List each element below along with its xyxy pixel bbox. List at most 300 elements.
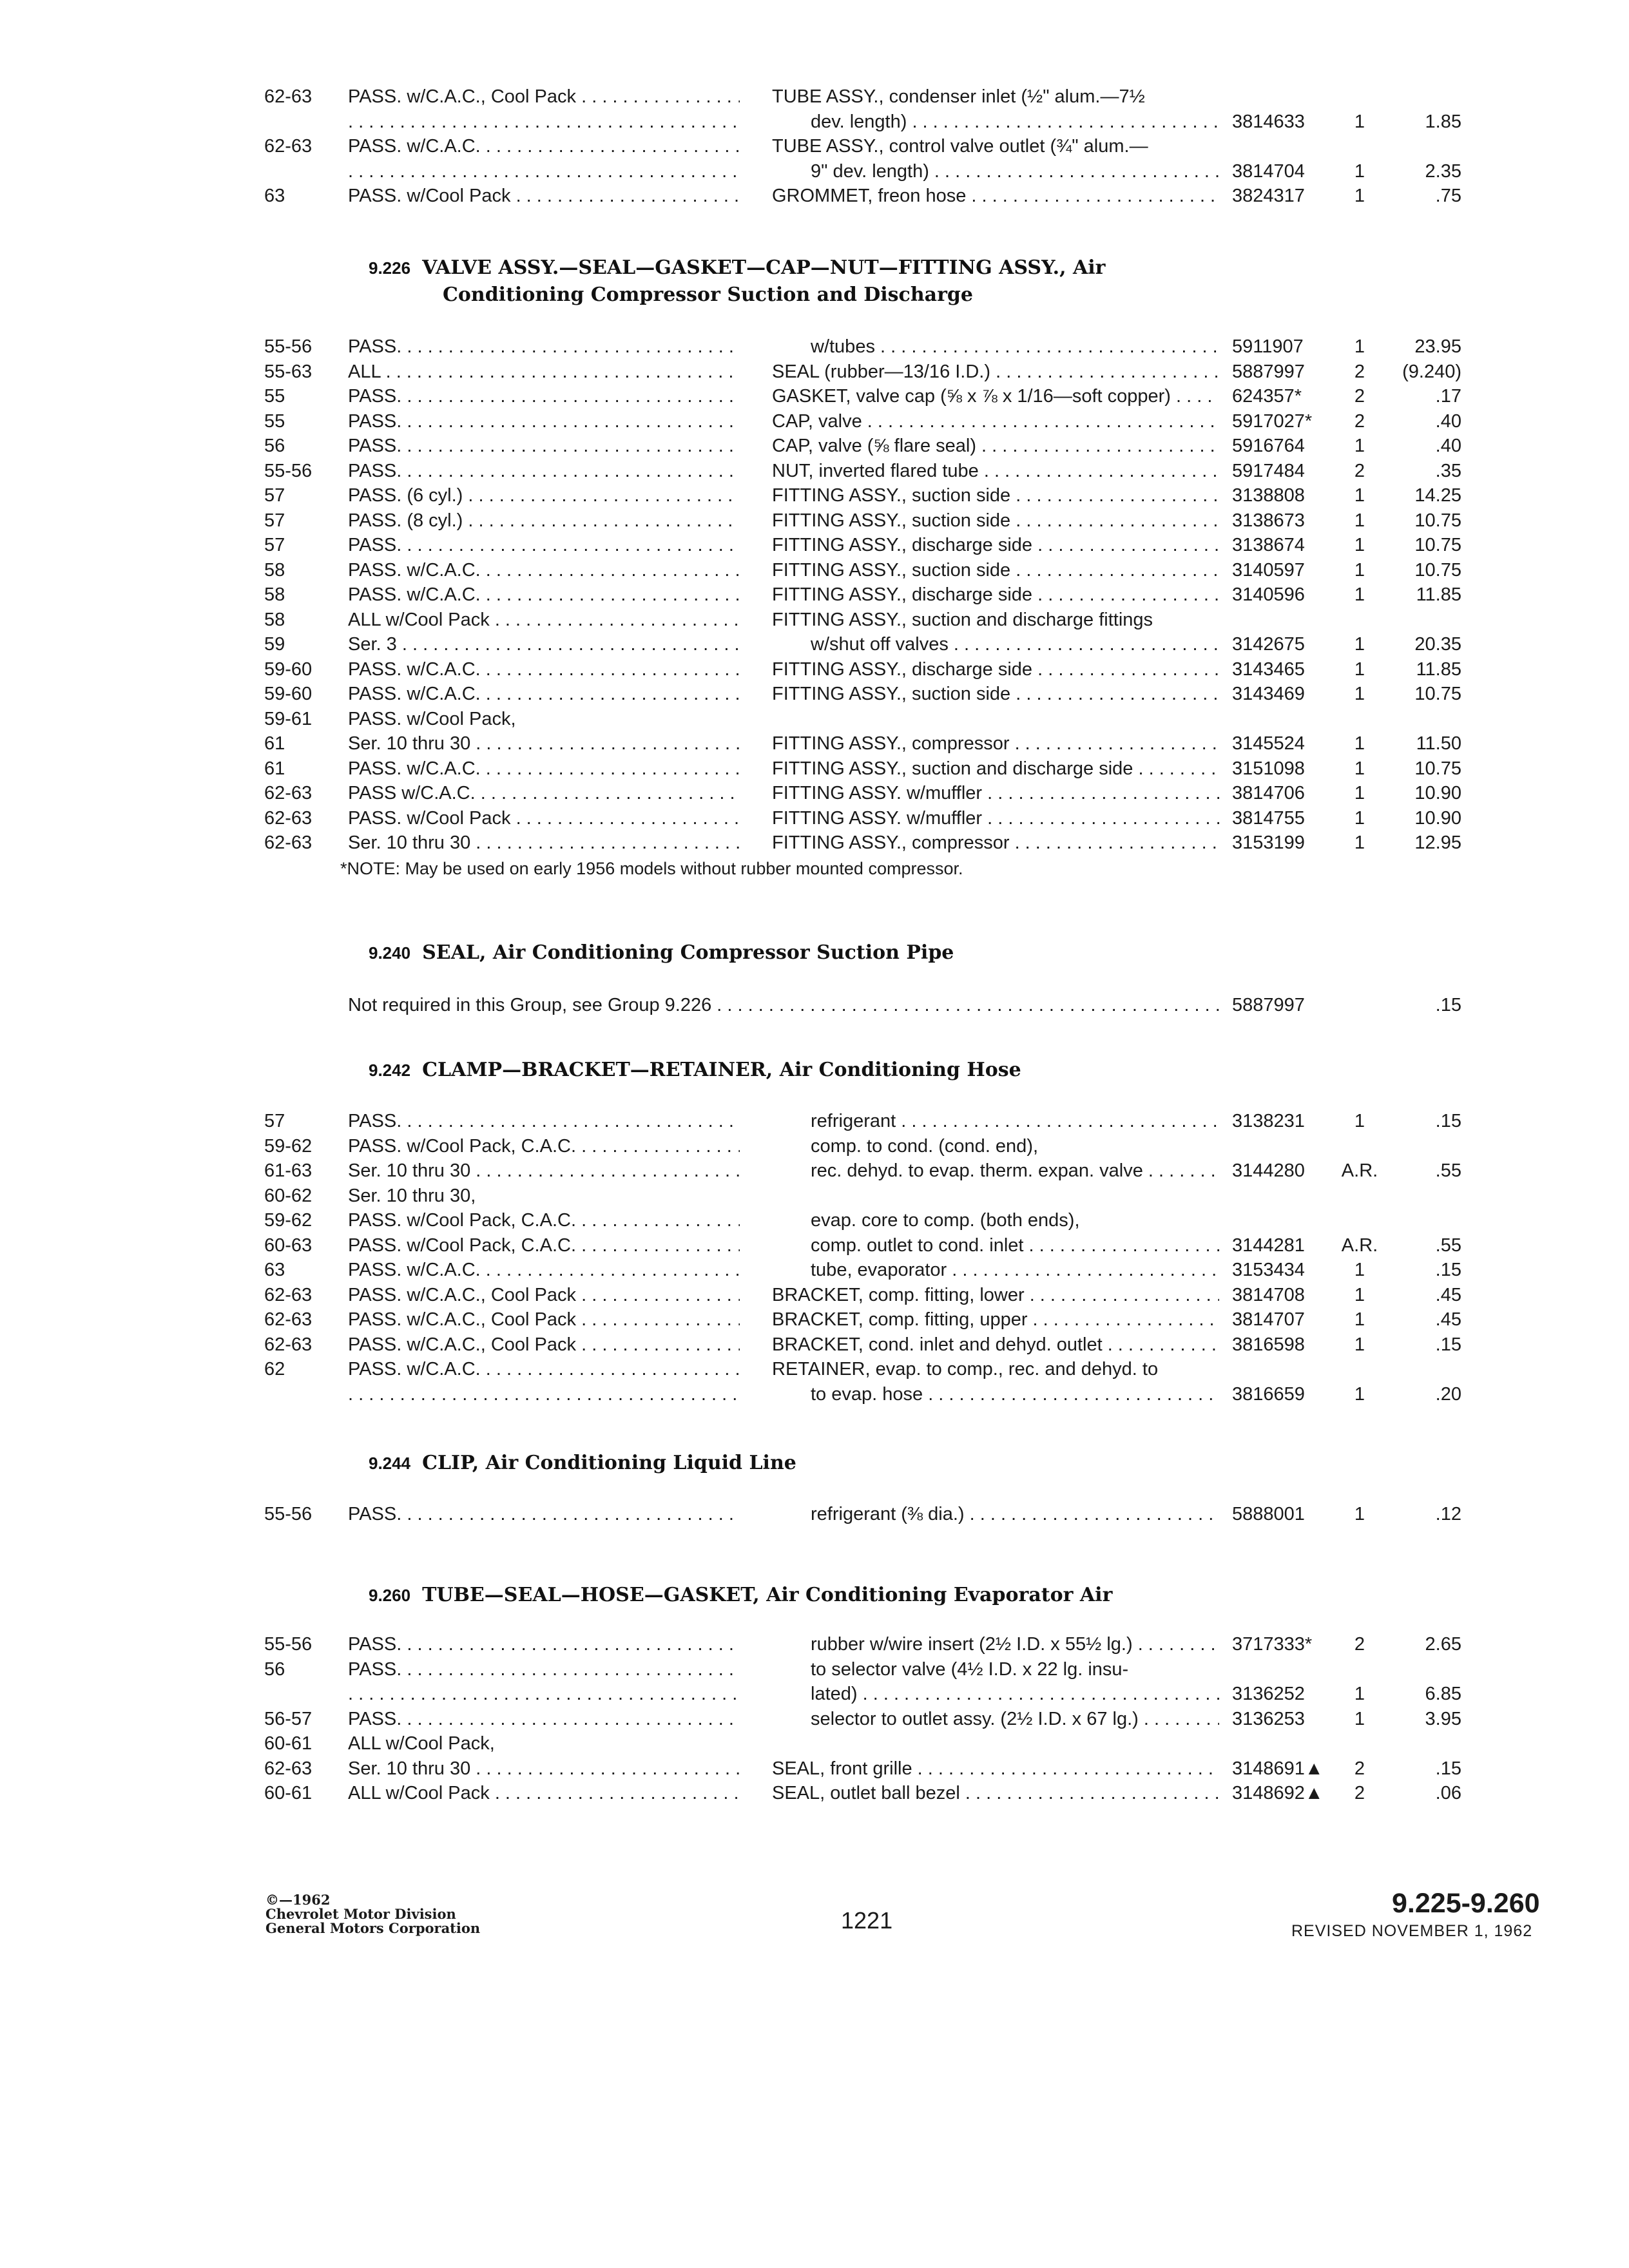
list-price: (9.240) — [1402, 361, 1461, 382]
part-description: NUT, inverted flared tube . . . — [772, 458, 1219, 484]
model-year: 63 — [264, 1260, 285, 1280]
parts-row — [0, 1731, 1629, 1756]
part-description: SEAL, outlet ball bezel . . . — [772, 1780, 1219, 1806]
parts-row — [0, 1207, 1629, 1233]
parts-row — [0, 84, 1629, 110]
parts-row — [0, 631, 1629, 657]
list-price: 6.85 — [1425, 1684, 1461, 1704]
model-year: 55-56 — [264, 460, 313, 481]
part-description: TUBE ASSY., control valve outlet (¾" alum.— — [772, 136, 1148, 157]
part-number: 3153199 — [1232, 832, 1305, 853]
quantity: 2 — [1354, 460, 1365, 481]
part-description: lated) . . . — [811, 1681, 1219, 1707]
quantity: 2 — [1354, 410, 1365, 432]
model-application: PASS. w/C.A.C. . . . — [348, 756, 740, 782]
list-price: 11.85 — [1416, 584, 1461, 605]
part-number: 3136252 — [1232, 1684, 1305, 1704]
part-number: 3814706 — [1232, 783, 1305, 803]
parts-row — [0, 1108, 1629, 1134]
quantity: 1 — [1354, 160, 1365, 182]
part-number: 3816598 — [1232, 1334, 1305, 1355]
part-description: SEAL (rubber—13/16 I.D.) . . . — [772, 359, 1219, 385]
model-application: PASS. w/C.A.C., Cool Pack . . . — [348, 1307, 740, 1332]
list-price: 10.75 — [1414, 510, 1461, 531]
section-heading — [369, 1057, 1021, 1084]
model-application: PASS. . . . — [348, 1501, 740, 1527]
part-number: 3145524 — [1232, 733, 1305, 754]
list-price: .06 — [1435, 1783, 1461, 1803]
part-description: FITTING ASSY., suction and discharge side . . . — [772, 756, 1219, 782]
quantity: 1 — [1354, 584, 1365, 605]
part-description: w/shut off valves . . . — [811, 631, 1219, 657]
part-description: tube, evaporator . . . — [811, 1257, 1219, 1283]
part-number: 5888001 — [1232, 1504, 1305, 1524]
list-price: .45 — [1435, 1309, 1461, 1330]
model-year: 59 — [264, 634, 285, 655]
part-description: RETAINER, evap. to comp., rec. and dehyd. to — [772, 1359, 1159, 1379]
part-number: 5911907 — [1232, 336, 1304, 357]
list-price: .17 — [1435, 386, 1461, 407]
section-title: SEAL, Air Conditioning Compressor Suction Pipe — [422, 941, 954, 964]
section-heading — [369, 255, 1105, 309]
part-number: 3136253 — [1232, 1708, 1305, 1729]
parts-row — [0, 1307, 1629, 1332]
parts-row — [0, 657, 1629, 682]
parts-row — [0, 557, 1629, 583]
model-application: PASS. w/Cool Pack, C.A.C. . . . — [348, 1207, 740, 1233]
model-application — [348, 1381, 740, 1407]
quantity: 1 — [1354, 1334, 1365, 1355]
part-description: GROMMET, freon hose . . . — [772, 183, 1219, 209]
model-year: 57 — [264, 485, 285, 506]
model-year: 62-63 — [264, 807, 313, 829]
model-application: PASS. (6 cyl.) . . . — [348, 483, 740, 508]
copyright: ©—1962 — [265, 1892, 331, 1908]
parts-row — [0, 756, 1629, 782]
reference-text: Not required in this Group, see Group 9.226 . . . — [348, 992, 1219, 1018]
quantity: 1 — [1354, 634, 1365, 655]
parts-row — [0, 1756, 1629, 1782]
parts-row — [0, 780, 1629, 806]
page-number: 1221 — [841, 1907, 893, 1934]
model-application: PASS. w/C.A.C., Cool Pack . . . — [348, 84, 740, 110]
model-year: 59-60 — [264, 658, 313, 680]
quantity: 1 — [1354, 658, 1365, 680]
model-application: PASS. w/C.A.C., Cool Pack . . . — [348, 1282, 740, 1308]
parts-row — [0, 183, 1629, 209]
model-application: PASS. (8 cyl.) . . . — [348, 508, 740, 533]
model-application: PASS. . . . — [348, 408, 740, 434]
model-application: PASS. . . . — [348, 1631, 740, 1657]
model-application: PASS. w/C.A.C. . . . — [348, 1257, 740, 1283]
list-price: 1.85 — [1425, 111, 1461, 132]
model-application: PASS. w/Cool Pack . . . — [348, 805, 740, 831]
model-application: PASS. . . . — [348, 433, 740, 459]
parts-row — [0, 1780, 1629, 1806]
parts-row — [0, 1133, 1629, 1159]
part-description: FITTING ASSY., suction side . . . — [772, 508, 1219, 533]
part-number: 3717333* — [1232, 1634, 1313, 1655]
model-application: Ser. 10 thru 30 . . . — [348, 1756, 740, 1782]
quantity: 1 — [1354, 758, 1365, 779]
section-number: 9.242 — [369, 1061, 411, 1080]
list-price: 11.50 — [1416, 733, 1461, 754]
list-price: .75 — [1435, 186, 1461, 206]
quantity: 1 — [1354, 1708, 1365, 1729]
list-price: 12.95 — [1414, 832, 1461, 853]
list-price: .12 — [1435, 1504, 1461, 1524]
parts-row — [0, 731, 1629, 756]
parts-row — [0, 582, 1629, 608]
list-price: .20 — [1435, 1383, 1461, 1405]
list-price: 10.90 — [1414, 783, 1461, 803]
quantity: 1 — [1354, 535, 1365, 555]
section-title: CLAMP—BRACKET—RETAINER, Air Conditioning Hose — [422, 1059, 1021, 1081]
part-number: 5917027* — [1232, 410, 1313, 432]
model-application: Ser. 10 thru 30 . . . — [348, 731, 740, 756]
part-number: 3814755 — [1232, 807, 1305, 829]
model-application: Ser. 10 thru 30 . . . — [348, 830, 740, 856]
part-number: 624357* — [1232, 386, 1302, 407]
list-price: .45 — [1435, 1284, 1461, 1305]
quantity: 1 — [1354, 807, 1365, 829]
quantity: 2 — [1354, 386, 1365, 407]
model-application: PASS. w/Cool Pack, C.A.C. . . . — [348, 1233, 740, 1258]
quantity: 1 — [1354, 186, 1365, 206]
model-application: PASS. w/Cool Pack, — [348, 708, 516, 729]
model-application — [348, 109, 740, 135]
quantity: 2 — [1354, 1758, 1365, 1779]
quantity: 1 — [1354, 1260, 1365, 1280]
parts-row — [0, 508, 1629, 533]
section-title: TUBE—SEAL—HOSE—GASKET, Air Conditioning Evaporator Air — [422, 1584, 1113, 1606]
parts-row — [0, 1381, 1629, 1407]
part-description: FITTING ASSY., suction side . . . — [772, 681, 1219, 707]
list-price: 10.75 — [1414, 535, 1461, 555]
parts-row — [0, 1706, 1629, 1732]
model-application: Ser. 3 . . . — [348, 631, 740, 657]
model-application — [348, 159, 740, 184]
quantity: 2 — [1354, 361, 1365, 382]
model-year: 60-61 — [264, 1783, 313, 1803]
quantity: 1 — [1354, 684, 1365, 704]
model-year: 62-63 — [264, 783, 313, 803]
parts-row — [0, 1257, 1629, 1283]
list-price: .35 — [1435, 460, 1461, 481]
section-title: CLIP, Air Conditioning Liquid Line — [422, 1452, 796, 1474]
list-price: 3.95 — [1425, 1708, 1461, 1729]
model-year: 55-56 — [264, 1504, 313, 1524]
parts-row — [0, 1282, 1629, 1308]
list-price: 20.35 — [1414, 634, 1461, 655]
part-description: to selector valve (4½ I.D. x 22 lg. insu- — [811, 1658, 1129, 1680]
part-description: GASKET, valve cap (⅝ x ⅞ x 1/16—soft copper) . . . — [772, 383, 1219, 409]
model-application: PASS. . . . — [348, 383, 740, 409]
part-number: 3143465 — [1232, 658, 1305, 680]
quantity: 1 — [1354, 1111, 1365, 1131]
corporation: General Motors Corporation — [265, 1920, 481, 1936]
model-application: PASS. . . . — [348, 1108, 740, 1134]
model-year: 56 — [264, 1658, 285, 1680]
list-price: .40 — [1435, 436, 1461, 456]
model-application: PASS. . . . — [348, 532, 740, 558]
list-price: .55 — [1435, 1235, 1461, 1256]
parts-row — [0, 383, 1629, 409]
parts-row — [0, 1631, 1629, 1657]
model-year: 59-61 — [264, 708, 313, 729]
quantity: 1 — [1354, 336, 1365, 357]
parts-row — [0, 1657, 1629, 1682]
model-year: 60-62 — [264, 1185, 313, 1206]
list-price: .40 — [1435, 410, 1461, 432]
model-year: 62-63 — [264, 86, 313, 107]
model-year: 63 — [264, 186, 285, 206]
section-number: 9.226 — [369, 258, 411, 278]
part-description: SEAL, front grille . . . — [772, 1756, 1219, 1782]
model-application: PASS. . . . — [348, 1706, 740, 1732]
list-price: 10.75 — [1414, 684, 1461, 704]
model-year: 60-63 — [264, 1235, 313, 1256]
quantity: 1 — [1354, 1383, 1365, 1405]
part-number: 3144280 — [1232, 1160, 1305, 1181]
part-description: rec. dehyd. to evap. therm. expan. valve . . . — [811, 1158, 1219, 1184]
part-description: FITTING ASSY. w/muffler . . . — [772, 780, 1219, 806]
group-range: 9.225-9.260 — [1392, 1888, 1540, 1919]
part-description: refrigerant . . . — [811, 1108, 1219, 1134]
part-description: refrigerant (⅜ dia.) . . . — [811, 1501, 1219, 1527]
quantity: 1 — [1354, 783, 1365, 803]
quantity: 1 — [1354, 510, 1365, 531]
model-year: 55 — [264, 410, 285, 432]
model-application: PASS. w/C.A.C. . . . — [348, 1356, 740, 1382]
part-description: CAP, valve . . . — [772, 408, 1219, 434]
part-number: 3814708 — [1232, 1284, 1305, 1305]
list-price: 10.75 — [1414, 758, 1461, 779]
parts-row — [0, 159, 1629, 184]
parts-row — [0, 133, 1629, 159]
quantity: 1 — [1354, 733, 1365, 754]
quantity: 1 — [1354, 1504, 1365, 1524]
model-year: 62-63 — [264, 1758, 313, 1779]
parts-row — [0, 992, 1629, 1018]
model-application: PASS. . . . — [348, 458, 740, 484]
part-number: 3814707 — [1232, 1309, 1305, 1330]
part-description: FITTING ASSY., compressor . . . — [772, 731, 1219, 756]
quantity: 1 — [1354, 832, 1365, 853]
model-year: 55 — [264, 386, 285, 407]
model-year: 55-56 — [264, 336, 313, 357]
model-year: 58 — [264, 559, 285, 581]
parts-row — [0, 408, 1629, 434]
part-description: to evap. hose . . . — [811, 1381, 1219, 1407]
quantity: A.R. — [1341, 1160, 1378, 1181]
list-price: .15 — [1435, 1758, 1461, 1779]
part-description: FITTING ASSY., discharge side . . . — [772, 532, 1219, 558]
parts-row — [0, 458, 1629, 484]
model-year: 57 — [264, 535, 285, 555]
model-year: 62-63 — [264, 1334, 313, 1355]
model-year: 56-57 — [264, 1708, 313, 1729]
part-number: 3148691▲ — [1232, 1758, 1324, 1779]
parts-row — [0, 830, 1629, 856]
parts-row — [0, 1356, 1629, 1382]
part-description: FITTING ASSY., discharge side . . . — [772, 582, 1219, 608]
model-year: 58 — [264, 609, 285, 630]
part-description: comp. outlet to cond. inlet . . . — [811, 1233, 1219, 1258]
model-application: PASS. . . . — [348, 334, 740, 360]
model-application: PASS. w/Cool Pack, C.A.C. . . . — [348, 1133, 740, 1159]
list-price: 11.85 — [1416, 658, 1461, 680]
model-application: PASS. . . . — [348, 1657, 740, 1682]
model-year: 62-63 — [264, 832, 313, 853]
part-number: 3153434 — [1232, 1260, 1305, 1280]
part-description: 9" dev. length) . . . — [811, 159, 1219, 184]
part-description: CAP, valve (⅝ flare seal) . . . — [772, 433, 1219, 459]
model-year: 57 — [264, 510, 285, 531]
part-number: 3140596 — [1232, 584, 1305, 605]
section-note: *NOTE: May be used on early 1956 models without rubber mounted compressor. — [340, 859, 963, 878]
parts-row — [0, 1183, 1629, 1209]
section-heading — [369, 1450, 796, 1477]
quantity: 1 — [1354, 436, 1365, 456]
part-description: FITTING ASSY., suction and discharge fittings — [772, 609, 1153, 630]
quantity: 2 — [1354, 1634, 1365, 1655]
model-application: PASS. w/C.A.C. . . . — [348, 582, 740, 608]
model-application: PASS. w/C.A.C. . . . — [348, 681, 740, 707]
section-title-continued: Conditioning Compressor Suction and Discharge — [443, 284, 973, 306]
model-application: ALL w/Cool Pack . . . — [348, 1780, 740, 1806]
list-price: .15 — [1435, 1334, 1461, 1355]
model-application — [348, 1681, 740, 1707]
section-heading — [369, 1582, 1112, 1609]
model-year: 60-61 — [264, 1733, 313, 1754]
part-number: 5916764 — [1232, 436, 1305, 456]
part-number: 3138231 — [1232, 1111, 1305, 1131]
part-description: selector to outlet assy. (2½ I.D. x 67 lg.) . . . — [811, 1706, 1219, 1732]
part-number: 3143469 — [1232, 684, 1305, 704]
parts-row — [0, 359, 1629, 385]
model-application: ALL w/Cool Pack . . . — [348, 607, 740, 633]
part-number: 5917484 — [1232, 460, 1305, 481]
model-application: ALL . . . — [348, 359, 740, 385]
part-description: w/tubes . . . — [811, 334, 1219, 360]
part-number: 3824317 — [1232, 186, 1305, 206]
model-application: PASS. w/C.A.C. . . . — [348, 657, 740, 682]
model-year: 61 — [264, 758, 285, 779]
part-number: 3138674 — [1232, 535, 1305, 555]
model-application: ALL w/Cool Pack, — [348, 1733, 495, 1754]
quantity: 2 — [1354, 1783, 1365, 1803]
part-number: 3144281 — [1232, 1235, 1305, 1256]
list-price: .55 — [1435, 1160, 1461, 1181]
quantity: 1 — [1354, 485, 1365, 506]
quantity: 1 — [1354, 111, 1365, 132]
model-year: 62 — [264, 1359, 285, 1379]
part-description: FITTING ASSY., suction side . . . — [772, 483, 1219, 508]
list-price: .15 — [1435, 995, 1461, 1015]
part-number: 3814704 — [1232, 160, 1305, 182]
part-number: 3148692▲ — [1232, 1783, 1324, 1803]
section-title: VALVE ASSY.—SEAL—GASKET—CAP—NUT—FITTING ASSY., Air — [422, 256, 1106, 279]
model-year: 61 — [264, 733, 285, 754]
parts-row — [0, 1681, 1629, 1707]
part-description: FITTING ASSY., compressor . . . — [772, 830, 1219, 856]
list-price: 2.65 — [1425, 1634, 1461, 1655]
model-year: 55-63 — [264, 361, 313, 382]
division: Chevrolet Motor Division — [265, 1906, 456, 1922]
model-year: 56 — [264, 436, 285, 456]
quantity: A.R. — [1341, 1235, 1378, 1256]
part-description: evap. core to comp. (both ends), — [811, 1210, 1080, 1231]
part-number: 5887997 — [1232, 995, 1305, 1015]
parts-row — [0, 805, 1629, 831]
part-description: FITTING ASSY. w/muffler . . . — [772, 805, 1219, 831]
parts-row — [0, 1332, 1629, 1358]
part-description: rubber w/wire insert (2½ I.D. x 55½ lg.) . . . — [811, 1631, 1219, 1657]
model-year: 62-63 — [264, 1284, 313, 1305]
part-number: 3138673 — [1232, 510, 1305, 531]
part-description: BRACKET, comp. fitting, lower . . . — [772, 1282, 1219, 1308]
model-year: 58 — [264, 584, 285, 605]
model-year: 55-56 — [264, 1634, 313, 1655]
model-application: PASS. w/C.A.C., Cool Pack . . . — [348, 1332, 740, 1358]
parts-row — [0, 681, 1629, 707]
model-application: Ser. 10 thru 30 . . . — [348, 1158, 740, 1184]
section-number: 9.260 — [369, 1586, 411, 1605]
part-number: 3140597 — [1232, 559, 1305, 581]
parts-row — [0, 1233, 1629, 1258]
parts-row — [0, 109, 1629, 135]
section-number: 9.244 — [369, 1454, 411, 1473]
part-description: BRACKET, comp. fitting, upper . . . — [772, 1307, 1219, 1332]
model-application: PASS w/C.A.C. . . . — [348, 780, 740, 806]
parts-row — [0, 1501, 1629, 1527]
section-heading — [369, 939, 954, 966]
list-price: 10.75 — [1414, 559, 1461, 581]
model-application: PASS. w/C.A.C. . . . — [348, 133, 740, 159]
part-description: BRACKET, cond. inlet and dehyd. outlet . . . — [772, 1332, 1219, 1358]
part-number: 3814633 — [1232, 111, 1305, 132]
list-price: 2.35 — [1425, 160, 1461, 182]
parts-row — [0, 334, 1629, 360]
model-year: 57 — [264, 1111, 285, 1131]
list-price: .15 — [1435, 1111, 1461, 1131]
part-number: 3142675 — [1232, 634, 1305, 655]
part-number: 5887997 — [1232, 361, 1305, 382]
part-number: 3138808 — [1232, 485, 1305, 506]
model-year: 59-60 — [264, 684, 313, 704]
model-year: 59-62 — [264, 1210, 313, 1231]
model-year: 61-63 — [264, 1160, 313, 1181]
part-description: TUBE ASSY., condenser inlet (½" alum.—7½ — [772, 86, 1145, 107]
parts-row — [0, 532, 1629, 558]
quantity: 1 — [1354, 1309, 1365, 1330]
model-year: 59-62 — [264, 1135, 313, 1157]
quantity: 1 — [1354, 1284, 1365, 1305]
part-number: 3816659 — [1232, 1383, 1305, 1405]
model-application: PASS. w/Cool Pack . . . — [348, 183, 740, 209]
parts-row — [0, 1158, 1629, 1184]
part-number: 3151098 — [1232, 758, 1305, 779]
part-description: FITTING ASSY., discharge side . . . — [772, 657, 1219, 682]
model-year: 62-63 — [264, 1309, 313, 1330]
model-application: Ser. 10 thru 30, — [348, 1185, 476, 1206]
list-price: 14.25 — [1414, 485, 1461, 506]
quantity: 1 — [1354, 1684, 1365, 1704]
parts-row — [0, 607, 1629, 633]
revised-date: REVISED NOVEMBER 1, 1962 — [1291, 1922, 1533, 1940]
section-number: 9.240 — [369, 943, 411, 963]
